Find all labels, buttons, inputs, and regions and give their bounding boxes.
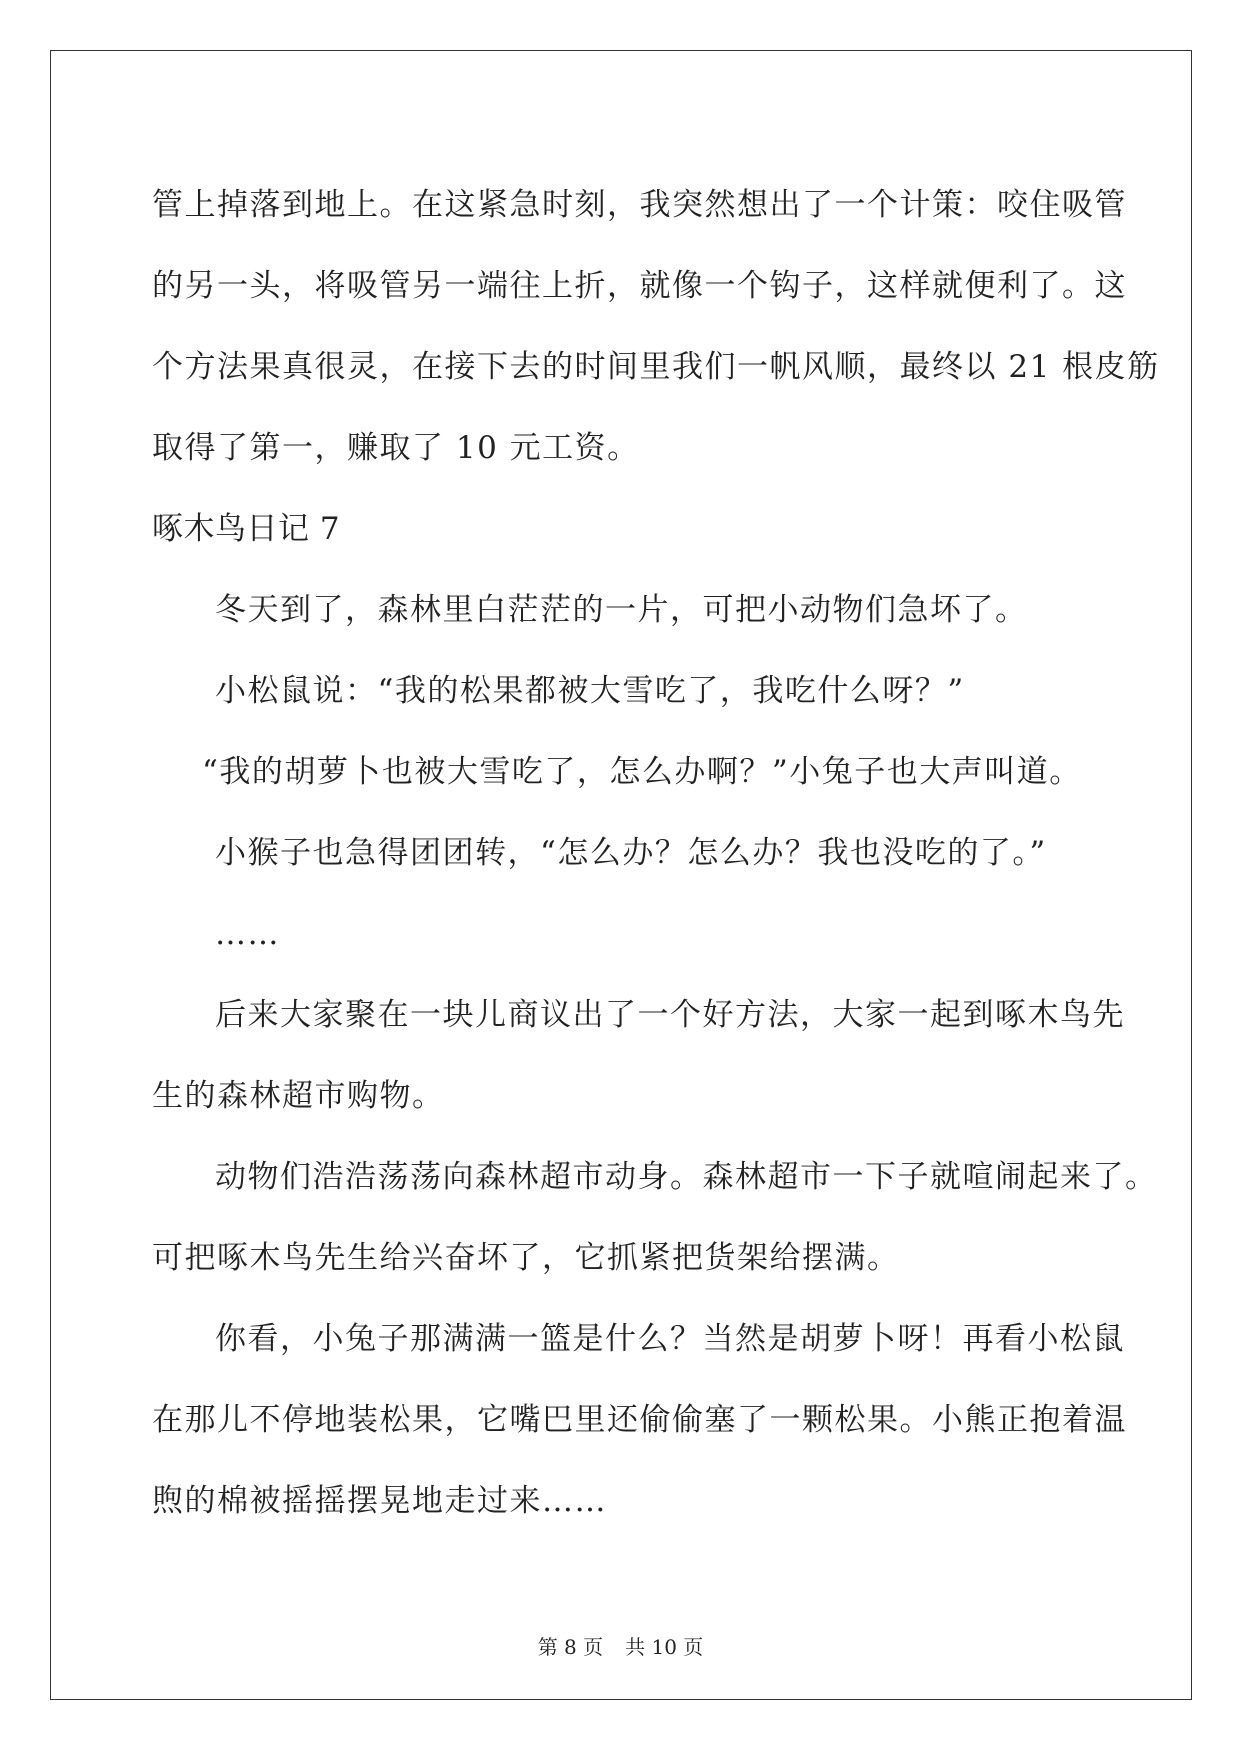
- page-total: 共 10 页: [625, 1635, 704, 1659]
- paragraph-line: 煦的棉被摇摇摆晃地走过来……: [152, 1483, 607, 1519]
- page-number: 第 8 页: [537, 1635, 604, 1659]
- paragraph-line: 取得了第一，赚取了 10 元工资。: [152, 430, 640, 466]
- paragraph-line: 冬天到了，森林里白茫茫的一片，可把小动物们急坏了。: [215, 592, 1028, 628]
- paragraph-line: 在那儿不停地装松果，它嘴巴里还偷偷塞了一颗松果。小熊正抱着温: [152, 1402, 1127, 1438]
- section-heading: 啄木鸟日记 7: [152, 511, 341, 547]
- paragraph-line: 生的森林超市购物。: [152, 1078, 445, 1114]
- paragraph-line: 小松鼠说：“我的松果都被大雪吃了，我吃什么呀？”: [215, 673, 965, 709]
- document-body: [152, 165, 1160, 1542]
- paragraph-line: 后来大家聚在一块儿商议出了一个好方法，大家一起到啄木鸟先: [215, 997, 1125, 1033]
- paragraph-line: “我的胡萝卜也被大雪吃了，怎么办啊？”小兔子也大声叫道。: [202, 754, 1082, 790]
- ellipsis-line: ……: [215, 916, 280, 952]
- paragraph-line: 动物们浩浩荡荡向森林超市动身。森林超市一下子就喧闹起来了。: [215, 1159, 1158, 1195]
- paragraph-line: 的另一头，将吸管另一端往上折，就像一个钩子，这样就便利了。这: [152, 268, 1127, 304]
- paragraph-line: 可把啄木鸟先生给兴奋坏了，它抓紧把货架给摆满。: [152, 1240, 900, 1276]
- page-footer: [0, 1631, 1241, 1660]
- paragraph-line: 你看，小兔子那满满一篮是什么？当然是胡萝卜呀！再看小松鼠: [215, 1321, 1125, 1357]
- paragraph-line: 小猴子也急得团团转，“怎么办？怎么办？我也没吃的了。”: [215, 835, 1047, 871]
- paragraph-line: 个方法果真很灵，在接下去的时间里我们一帆风顺，最终以 21 根皮筋: [152, 349, 1160, 385]
- paragraph-line: 管上掉落到地上。在这紧急时刻，我突然想出了一个计策：咬住吸管: [152, 187, 1127, 223]
